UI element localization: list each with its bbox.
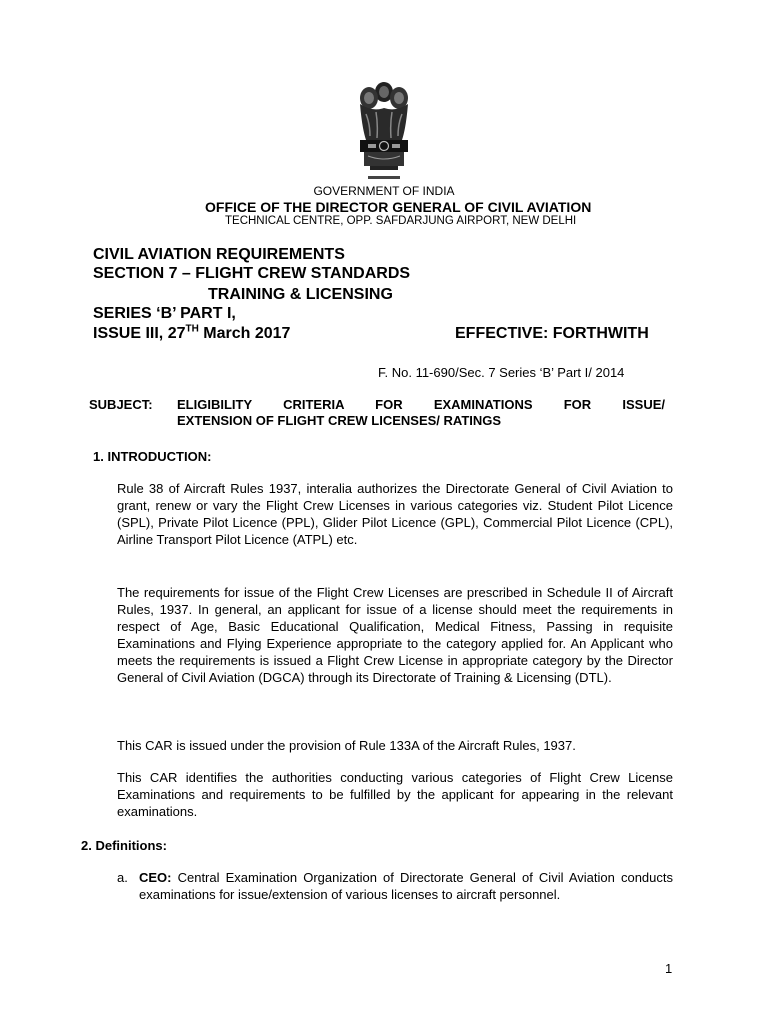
file-number: F. No. 11-690/Sec. 7 Series ‘B’ Part I/ 2014 (378, 365, 625, 380)
paragraph: This CAR identifies the authorities conducting various categories of Flight Crew License Examinations and requirements to be fulfilled by the applicant for appearing in the relevant examinations. (117, 770, 673, 819)
paragraph: The requirements for issue of the Flight Crew Licenses are prescribed in Schedule II of Aircraft Rules, 1937. In general, an applicant for issue of a license should meet the requirements in respect of Age, Basic Educational Qualification, Medical Fitness, Passing in requisite Examinations and Flying Experience appropriate to the category applied for. An Applicant who meets the requirements is issued a Flight Crew License in appropriate category by the Director General of Civil Aviation (DGCA) through its Directorate of Training & Licensing (DTL). (117, 585, 673, 685)
list-marker: a. (117, 870, 128, 885)
state-emblem-icon (346, 78, 422, 186)
section-heading-definitions: 2. Definitions: (81, 838, 167, 853)
car-series: SERIES ‘B’ PART I, (93, 305, 236, 322)
definition-text: Central Examination Organization of Directorate General of Civil Aviation conducts examinations for issue/extension of various licenses to aircraft personnel. (139, 870, 673, 902)
definition-body (139, 869, 673, 903)
paragraph: This CAR is issued under the provision of Rule 133A of the Aircraft Rules, 1937. (117, 738, 576, 753)
subject-line-2: EXTENSION OF FLIGHT CREW LICENSES/ RATINGS (177, 413, 502, 428)
paragraph: Rule 38 of Aircraft Rules 1937, interalia authorizes the Directorate General of Civil Aviation to grant, renew or vary the Flight Crew Licenses in various categories viz. Student Pilot Licence (SPL), Private Pilot Licence (PPL), Glider Pilot Licence (GPL), Commercial Pilot Licence (CPL), Airline Transport Pilot Licence (ATPL) etc. (117, 481, 673, 547)
car-section: SECTION 7 – FLIGHT CREW STANDARDS (93, 265, 411, 282)
car-issue: ISSUE III, 27TH March 2017 (93, 323, 291, 342)
section-heading-introduction: 1. INTRODUCTION: (93, 449, 212, 464)
subject-block (89, 397, 665, 429)
page-number: 1 (665, 961, 673, 976)
office-title: OFFICE OF THE DIRECTOR GENERAL OF CIVIL AVIATION (205, 199, 592, 215)
car-title: CIVIL AVIATION REQUIREMENTS (93, 246, 345, 263)
car-effective: EFFECTIVE: FORTHWITH (455, 325, 649, 342)
definition-item (117, 869, 673, 903)
car-section-cont: TRAINING & LICENSING (208, 286, 393, 303)
subject-label: SUBJECT: (89, 397, 153, 412)
definition-term: CEO: (139, 870, 172, 885)
government-label: GOVERNMENT OF INDIA (313, 184, 455, 198)
subject-line-1: ELIGIBILITY CRITERIA FOR EXAMINATIONS FOR ISSUE/ (177, 397, 665, 412)
office-address: TECHNICAL CENTRE, OPP. SAFDARJUNG AIRPORT, NEW DELHI (225, 215, 577, 227)
